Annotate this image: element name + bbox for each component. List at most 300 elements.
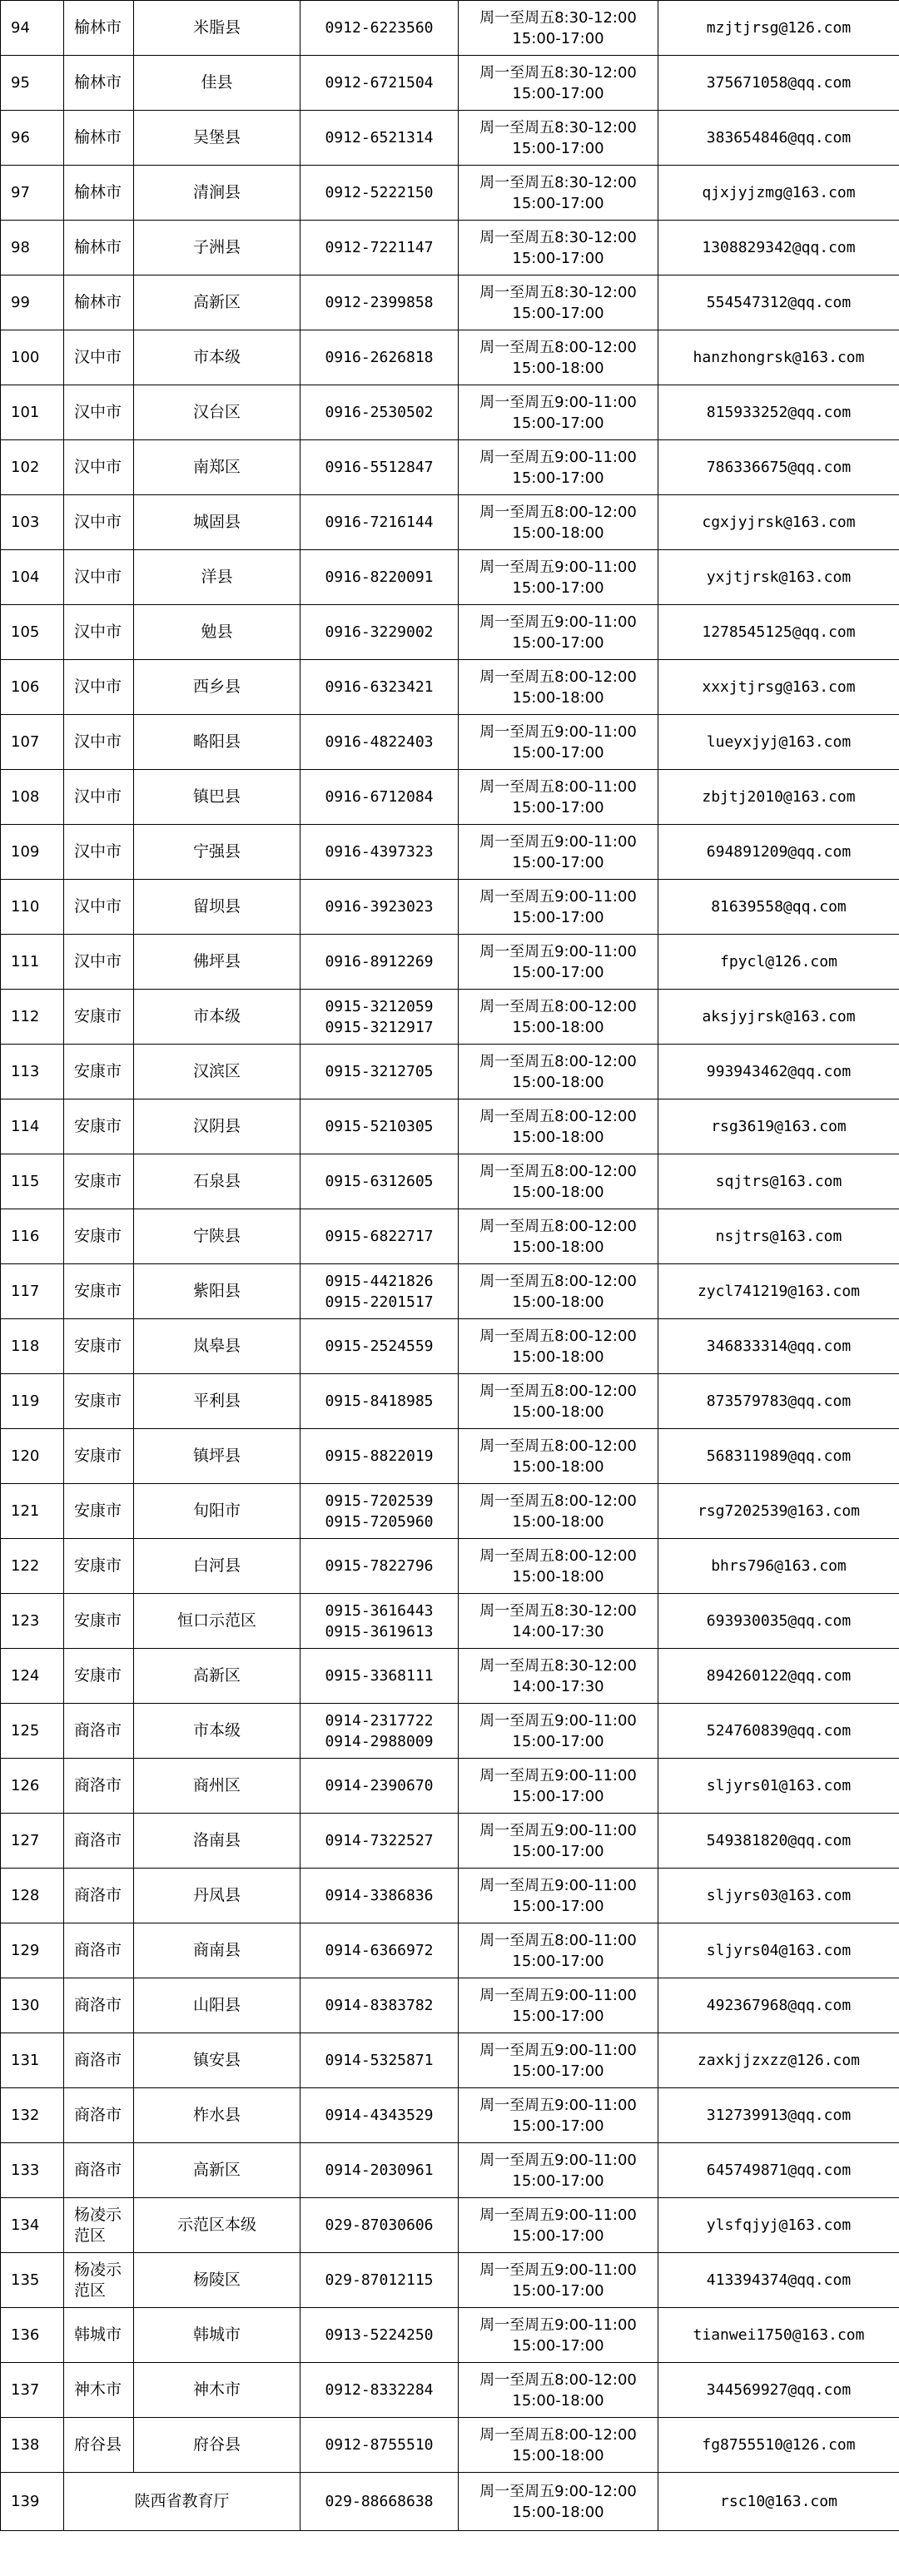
phone-number: 0914-4343529 — [300, 2088, 459, 2143]
phone-number: 0912-6721504 — [300, 56, 459, 111]
email-address: 81639558@qq.com — [658, 880, 899, 935]
county-name: 市本级 — [134, 1704, 300, 1759]
email-address: hanzhongrsk@163.com — [658, 330, 899, 385]
email-address: cgxjyjrsk@163.com — [658, 495, 899, 550]
phone-number: 0916-8220091 — [300, 550, 459, 605]
city-name: 商洛市 — [64, 1759, 134, 1814]
email-address: ylsfqjyj@163.com — [658, 2198, 899, 2253]
county-name: 高新区 — [134, 275, 300, 330]
office-hours: 周一至周五8:00-12:00 15:00-18:00 — [459, 1484, 658, 1539]
city-name: 汉中市 — [64, 330, 134, 385]
row-number: 129 — [1, 1923, 64, 1978]
city-name: 安康市 — [64, 1484, 134, 1539]
city-name: 榆林市 — [64, 221, 134, 275]
county-name: 岚皋县 — [134, 1319, 300, 1374]
email-address: fpycl@126.com — [658, 935, 899, 990]
office-hours: 周一至周五8:00-12:00 15:00-18:00 — [459, 1319, 658, 1374]
county-name: 留坝县 — [134, 880, 300, 935]
phone-number: 0916-2530502 — [300, 385, 459, 440]
phone-number: 0914-2317722 0914-2988009 — [300, 1704, 459, 1759]
city-name: 汉中市 — [64, 605, 134, 660]
office-hours: 周一至周五8:00-12:00 15:00-18:00 — [459, 1209, 658, 1264]
office-hours: 周一至周五8:30-12:00 15:00-17:00 — [459, 1, 658, 56]
email-address: sljyrs01@163.com — [658, 1759, 899, 1814]
table-row — [1, 1539, 899, 1594]
row-number: 124 — [1, 1649, 64, 1704]
table-row — [1, 550, 899, 605]
table-row — [1, 1099, 899, 1154]
county-name: 子洲县 — [134, 221, 300, 275]
county-name: 柞水县 — [134, 2088, 300, 2143]
city-name: 榆林市 — [64, 111, 134, 166]
city-name: 汉中市 — [64, 880, 134, 935]
phone-number: 0916-6712084 — [300, 770, 459, 825]
phone-number: 0914-2390670 — [300, 1759, 459, 1814]
county-name: 吴堡县 — [134, 111, 300, 166]
row-number: 121 — [1, 1484, 64, 1539]
county-name: 高新区 — [134, 2143, 300, 2198]
office-hours: 周一至周五9:00-11:00 15:00-17:00 — [459, 715, 658, 770]
table-row — [1, 1759, 899, 1814]
table-row — [1, 1814, 899, 1869]
city-name: 汉中市 — [64, 495, 134, 550]
county-name: 市本级 — [134, 330, 300, 385]
city-name: 商洛市 — [64, 1923, 134, 1978]
phone-number: 029-87030606 — [300, 2198, 459, 2253]
row-number: 109 — [1, 825, 64, 880]
email-address: xxxjtjrsg@163.com — [658, 660, 899, 715]
row-number: 99 — [1, 275, 64, 330]
row-number: 139 — [1, 2473, 64, 2531]
row-number: 96 — [1, 111, 64, 166]
office-hours: 周一至周五9:00-11:00 15:00-17:00 — [459, 880, 658, 935]
county-name: 府谷县 — [134, 2418, 300, 2473]
table-row — [1, 2088, 899, 2143]
row-number: 137 — [1, 2363, 64, 2418]
phone-number: 0915-4421826 0915-2201517 — [300, 1264, 459, 1319]
row-number: 120 — [1, 1429, 64, 1484]
email-address: mzjtjrsg@126.com — [658, 1, 899, 56]
phone-number: 0916-6323421 — [300, 660, 459, 715]
city-name: 汉中市 — [64, 550, 134, 605]
office-hours: 周一至周五8:00-12:00 15:00-18:00 — [459, 1099, 658, 1154]
phone-number: 0916-8912269 — [300, 935, 459, 990]
office-hours: 周一至周五9:00-11:00 15:00-17:00 — [459, 1814, 658, 1869]
email-address: 568311989@qq.com — [658, 1429, 899, 1484]
city-name: 商洛市 — [64, 1814, 134, 1869]
table-row — [1, 1978, 899, 2033]
office-hours: 周一至周五8:30-12:00 15:00-17:00 — [459, 166, 658, 221]
table-row — [1, 1649, 899, 1704]
row-number: 112 — [1, 990, 64, 1045]
phone-number: 0916-3229002 — [300, 605, 459, 660]
phone-number: 0915-3368111 — [300, 1649, 459, 1704]
office-hours: 周一至周五9:00-12:00 15:00-18:00 — [459, 2473, 658, 2531]
email-address: rsg7202539@163.com — [658, 1484, 899, 1539]
phone-number: 0914-5325871 — [300, 2033, 459, 2088]
email-address: zycl741219@163.com — [658, 1264, 899, 1319]
city-name: 商洛市 — [64, 1704, 134, 1759]
email-address: 312739913@qq.com — [658, 2088, 899, 2143]
row-number: 138 — [1, 2418, 64, 2473]
city-name: 汉中市 — [64, 715, 134, 770]
phone-number: 0912-6521314 — [300, 111, 459, 166]
table-row — [1, 2198, 899, 2253]
phone-number: 0914-7322527 — [300, 1814, 459, 1869]
city-name: 榆林市 — [64, 275, 134, 330]
office-hours: 周一至周五9:00-11:00 15:00-17:00 — [459, 385, 658, 440]
office-hours: 周一至周五9:00-11:00 15:00-17:00 — [459, 2198, 658, 2253]
office-hours: 周一至周五8:00-12:00 15:00-18:00 — [459, 1429, 658, 1484]
city-name: 榆林市 — [64, 56, 134, 111]
office-hours: 周一至周五9:00-11:00 15:00-17:00 — [459, 2253, 658, 2308]
row-number: 104 — [1, 550, 64, 605]
email-address: 894260122@qq.com — [658, 1649, 899, 1704]
table-row — [1, 1154, 899, 1209]
email-address: sqjtrs@163.com — [658, 1154, 899, 1209]
row-number: 136 — [1, 2308, 64, 2363]
phone-number: 0916-4822403 — [300, 715, 459, 770]
office-hours: 周一至周五9:00-11:00 15:00-17:00 — [459, 2143, 658, 2198]
table-row — [1, 166, 899, 221]
table-row — [1, 1264, 899, 1319]
city-name: 榆林市 — [64, 1, 134, 56]
city-name: 安康市 — [64, 1539, 134, 1594]
row-number: 133 — [1, 2143, 64, 2198]
county-name: 汉滨区 — [134, 1045, 300, 1099]
row-number: 111 — [1, 935, 64, 990]
office-hours: 周一至周五9:00-11:00 15:00-17:00 — [459, 2088, 658, 2143]
table-row — [1, 990, 899, 1045]
county-name: 清涧县 — [134, 166, 300, 221]
email-address: 413394374@qq.com — [658, 2253, 899, 2308]
table-row — [1, 2418, 899, 2473]
phone-number: 0916-4397323 — [300, 825, 459, 880]
table-row — [1, 1484, 899, 1539]
phone-number: 0915-8822019 — [300, 1429, 459, 1484]
email-address: bhrs796@163.com — [658, 1539, 899, 1594]
office-hours: 周一至周五8:00-12:00 15:00-18:00 — [459, 1539, 658, 1594]
email-address: sljyrs03@163.com — [658, 1869, 899, 1923]
city-name: 安康市 — [64, 990, 134, 1045]
county-name: 高新区 — [134, 1649, 300, 1704]
office-hours: 周一至周五8:00-12:00 15:00-18:00 — [459, 1374, 658, 1429]
email-address: 1308829342@qq.com — [658, 221, 899, 275]
table-row — [1, 330, 899, 385]
city-name: 安康市 — [64, 1045, 134, 1099]
row-number: 108 — [1, 770, 64, 825]
row-number: 114 — [1, 1099, 64, 1154]
row-number: 100 — [1, 330, 64, 385]
office-hours: 周一至周五9:00-11:00 15:00-17:00 — [459, 1704, 658, 1759]
phone-number: 0915-3212705 — [300, 1045, 459, 1099]
city-name: 安康市 — [64, 1099, 134, 1154]
email-address: 694891209@qq.com — [658, 825, 899, 880]
email-address: 383654846@qq.com — [658, 111, 899, 166]
email-address: 554547312@qq.com — [658, 275, 899, 330]
email-address: lueyxjyj@163.com — [658, 715, 899, 770]
table-row-last — [1, 2473, 899, 2531]
department-name: 陕西省教育厅 — [64, 2473, 300, 2531]
email-address: 993943462@qq.com — [658, 1045, 899, 1099]
county-name: 略阳县 — [134, 715, 300, 770]
email-address: 549381820@qq.com — [658, 1814, 899, 1869]
table-row — [1, 1045, 899, 1099]
table-row — [1, 2143, 899, 2198]
table-row — [1, 1374, 899, 1429]
row-number: 106 — [1, 660, 64, 715]
row-number: 119 — [1, 1374, 64, 1429]
county-name: 佛坪县 — [134, 935, 300, 990]
row-number: 94 — [1, 1, 64, 56]
office-hours: 周一至周五8:00-12:00 15:00-18:00 — [459, 2418, 658, 2473]
office-hours: 周一至周五8:30-12:00 15:00-17:00 — [459, 56, 658, 111]
table-row — [1, 715, 899, 770]
email-address: tianwei1750@163.com — [658, 2308, 899, 2363]
table-row — [1, 111, 899, 166]
office-hours: 周一至周五9:00-11:00 15:00-17:00 — [459, 605, 658, 660]
county-name: 韩城市 — [134, 2308, 300, 2363]
office-hours: 周一至周五9:00-11:00 15:00-17:00 — [459, 1978, 658, 2033]
county-name: 镇坪县 — [134, 1429, 300, 1484]
office-hours: 周一至周五9:00-11:00 15:00-17:00 — [459, 440, 658, 495]
city-name: 汉中市 — [64, 825, 134, 880]
county-name: 平利县 — [134, 1374, 300, 1429]
phone-number: 0913-5224250 — [300, 2308, 459, 2363]
row-number: 115 — [1, 1154, 64, 1209]
county-name: 山阳县 — [134, 1978, 300, 2033]
table-row — [1, 660, 899, 715]
county-name: 恒口示范区 — [134, 1594, 300, 1649]
city-name: 汉中市 — [64, 440, 134, 495]
city-name: 商洛市 — [64, 1978, 134, 2033]
email-address: fg8755510@126.com — [658, 2418, 899, 2473]
phone-number: 0912-5222150 — [300, 166, 459, 221]
email-address: 815933252@qq.com — [658, 385, 899, 440]
county-name: 旬阳市 — [134, 1484, 300, 1539]
office-hours: 周一至周五8:30-12:00 15:00-17:00 — [459, 111, 658, 166]
phone-number: 0916-2626818 — [300, 330, 459, 385]
row-number: 122 — [1, 1539, 64, 1594]
email-address: 344569927@qq.com — [658, 2363, 899, 2418]
phone-number: 0915-2524559 — [300, 1319, 459, 1374]
table-row — [1, 1594, 899, 1649]
office-hours: 周一至周五9:00-11:00 15:00-17:00 — [459, 550, 658, 605]
email-address: qjxjyjzmg@163.com — [658, 166, 899, 221]
phone-number: 0912-6223560 — [300, 1, 459, 56]
office-hours: 周一至周五8:30-12:00 14:00-17:30 — [459, 1649, 658, 1704]
office-hours: 周一至周五8:30-12:00 15:00-17:00 — [459, 275, 658, 330]
email-address: 492367968@qq.com — [658, 1978, 899, 2033]
phone-number: 0916-3923023 — [300, 880, 459, 935]
county-name: 丹凤县 — [134, 1869, 300, 1923]
table-row — [1, 2253, 899, 2308]
row-number: 128 — [1, 1869, 64, 1923]
office-hours: 周一至周五9:00-11:00 15:00-17:00 — [459, 1759, 658, 1814]
table-row — [1, 275, 899, 330]
city-name: 安康市 — [64, 1594, 134, 1649]
email-address: 524760839@qq.com — [658, 1704, 899, 1759]
phone-number: 0912-8332284 — [300, 2363, 459, 2418]
county-name: 汉阴县 — [134, 1099, 300, 1154]
city-name: 商洛市 — [64, 1869, 134, 1923]
phone-number: 0915-7822796 — [300, 1539, 459, 1594]
row-number: 134 — [1, 2198, 64, 2253]
office-hours: 周一至周五8:00-12:00 15:00-18:00 — [459, 1264, 658, 1319]
office-hours: 周一至周五8:00-12:00 15:00-18:00 — [459, 1154, 658, 1209]
city-name: 汉中市 — [64, 770, 134, 825]
phone-number: 029-87012115 — [300, 2253, 459, 2308]
county-name: 佳县 — [134, 56, 300, 111]
row-number: 127 — [1, 1814, 64, 1869]
table-row — [1, 56, 899, 111]
county-name: 洛南县 — [134, 1814, 300, 1869]
table-row — [1, 495, 899, 550]
row-number: 95 — [1, 56, 64, 111]
city-name: 杨凌示 范区 — [64, 2253, 134, 2308]
table-row — [1, 385, 899, 440]
email-address: 1278545125@qq.com — [658, 605, 899, 660]
row-number: 116 — [1, 1209, 64, 1264]
phone-number: 0914-6366972 — [300, 1923, 459, 1978]
phone-number: 029-88668638 — [300, 2473, 459, 2531]
row-number: 110 — [1, 880, 64, 935]
table-row — [1, 440, 899, 495]
email-address: rsc10@163.com — [658, 2473, 899, 2531]
county-name: 镇安县 — [134, 2033, 300, 2088]
row-number: 117 — [1, 1264, 64, 1319]
city-name: 安康市 — [64, 1374, 134, 1429]
county-name: 镇巴县 — [134, 770, 300, 825]
office-hours: 周一至周五9:00-11:00 15:00-17:00 — [459, 2308, 658, 2363]
office-hours: 周一至周五9:00-11:00 15:00-17:00 — [459, 935, 658, 990]
county-name: 神木市 — [134, 2363, 300, 2418]
phone-number: 0912-7221147 — [300, 221, 459, 275]
county-name: 杨陵区 — [134, 2253, 300, 2308]
city-name: 商洛市 — [64, 2143, 134, 2198]
office-hours: 周一至周五8:00-12:00 15:00-18:00 — [459, 1045, 658, 1099]
county-name: 宁陕县 — [134, 1209, 300, 1264]
city-name: 安康市 — [64, 1209, 134, 1264]
email-address: 873579783@qq.com — [658, 1374, 899, 1429]
county-name: 城固县 — [134, 495, 300, 550]
email-address: sljyrs04@163.com — [658, 1923, 899, 1978]
email-address: 375671058@qq.com — [658, 56, 899, 111]
county-name: 市本级 — [134, 990, 300, 1045]
office-hours: 周一至周五8:00-12:00 15:00-18:00 — [459, 2363, 658, 2418]
table-body — [1, 1, 899, 2531]
row-number: 98 — [1, 221, 64, 275]
row-number: 123 — [1, 1594, 64, 1649]
county-name: 商州区 — [134, 1759, 300, 1814]
office-hours: 周一至周五8:00-12:00 15:00-18:00 — [459, 660, 658, 715]
table-row — [1, 770, 899, 825]
city-name: 商洛市 — [64, 2088, 134, 2143]
phone-number: 0915-7202539 0915-7205960 — [300, 1484, 459, 1539]
email-address: zaxkjjzxzz@126.com — [658, 2033, 899, 2088]
office-hours: 周一至周五9:00-11:00 15:00-17:00 — [459, 825, 658, 880]
table-row — [1, 221, 899, 275]
city-name: 安康市 — [64, 1429, 134, 1484]
city-name: 神木市 — [64, 2363, 134, 2418]
city-name: 汉中市 — [64, 385, 134, 440]
row-number: 125 — [1, 1704, 64, 1759]
county-name: 勉县 — [134, 605, 300, 660]
office-hours: 周一至周五8:00-11:00 15:00-17:00 — [459, 770, 658, 825]
office-hours: 周一至周五8:00-12:00 15:00-18:00 — [459, 495, 658, 550]
email-address: 786336675@qq.com — [658, 440, 899, 495]
phone-number: 0914-8383782 — [300, 1978, 459, 2033]
row-number: 107 — [1, 715, 64, 770]
county-name: 示范区本级 — [134, 2198, 300, 2253]
row-number: 135 — [1, 2253, 64, 2308]
table-row — [1, 1209, 899, 1264]
county-name: 南郑区 — [134, 440, 300, 495]
table-row — [1, 825, 899, 880]
office-hours: 周一至周五8:00-12:00 15:00-18:00 — [459, 990, 658, 1045]
row-number: 132 — [1, 2088, 64, 2143]
row-number: 97 — [1, 166, 64, 221]
table-row — [1, 605, 899, 660]
phone-number: 0915-3616443 0915-3619613 — [300, 1594, 459, 1649]
city-name: 汉中市 — [64, 935, 134, 990]
row-number: 113 — [1, 1045, 64, 1099]
city-name: 汉中市 — [64, 660, 134, 715]
row-number: 102 — [1, 440, 64, 495]
row-number: 101 — [1, 385, 64, 440]
office-hours: 周一至周五8:00-11:00 15:00-17:00 — [459, 1923, 658, 1978]
city-name: 榆林市 — [64, 166, 134, 221]
city-name: 韩城市 — [64, 2308, 134, 2363]
phone-number: 0915-8418985 — [300, 1374, 459, 1429]
phone-number: 0912-8755510 — [300, 2418, 459, 2473]
table-row — [1, 1869, 899, 1923]
email-address: 645749871@qq.com — [658, 2143, 899, 2198]
county-name: 石泉县 — [134, 1154, 300, 1209]
county-name: 紫阳县 — [134, 1264, 300, 1319]
county-name: 宁强县 — [134, 825, 300, 880]
office-hours: 周一至周五8:30-12:00 15:00-17:00 — [459, 221, 658, 275]
phone-number: 0912-2399858 — [300, 275, 459, 330]
email-address: rsg3619@163.com — [658, 1099, 899, 1154]
email-address: yxjtjrsk@163.com — [658, 550, 899, 605]
table-row — [1, 880, 899, 935]
office-hours: 周一至周五8:00-12:00 15:00-18:00 — [459, 330, 658, 385]
table-row — [1, 2033, 899, 2088]
county-name: 商南县 — [134, 1923, 300, 1978]
phone-number: 0916-5512847 — [300, 440, 459, 495]
county-name: 米脂县 — [134, 1, 300, 56]
phone-number: 0915-5210305 — [300, 1099, 459, 1154]
city-name: 商洛市 — [64, 2033, 134, 2088]
city-name: 杨凌示 范区 — [64, 2198, 134, 2253]
email-address: aksjyjrsk@163.com — [658, 990, 899, 1045]
row-number: 103 — [1, 495, 64, 550]
city-name: 府谷县 — [64, 2418, 134, 2473]
phone-number: 0915-3212059 0915-3212917 — [300, 990, 459, 1045]
table-row — [1, 1429, 899, 1484]
city-name: 安康市 — [64, 1649, 134, 1704]
table-row — [1, 2363, 899, 2418]
table-row — [1, 1923, 899, 1978]
phone-number: 0916-7216144 — [300, 495, 459, 550]
row-number: 130 — [1, 1978, 64, 2033]
email-address: nsjtrs@163.com — [658, 1209, 899, 1264]
table-row — [1, 935, 899, 990]
table-row — [1, 1704, 899, 1759]
email-address: zbjtj2010@163.com — [658, 770, 899, 825]
city-name: 安康市 — [64, 1264, 134, 1319]
